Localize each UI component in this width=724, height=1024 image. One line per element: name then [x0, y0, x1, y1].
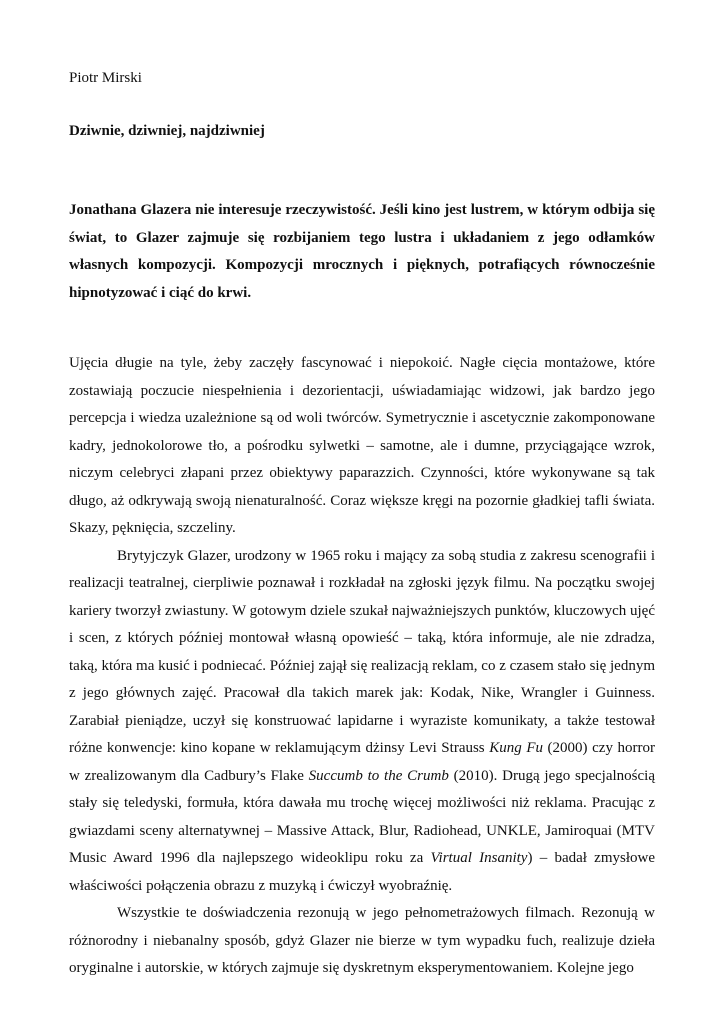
- italic-title: Virtual Insanity: [430, 850, 528, 866]
- article-body: [69, 350, 655, 983]
- body-text: Brytyjczyk Glazer, urodzony w 1965 roku i mający za sobą studia z zakresu scenografii i realizacji teatralnej, cierpliwie poznawał i rozkładał na zgłoski język filmu. Na początku swojej kariery tworzył zwiastuny. W gotowym dziele szukał najważniejszych punktów, kluczowych ujęć i scen, z których później montował własną opowieść – taką, która informuje, ale nie zdradza, taką, która ma kusić i podniecać. Później zajął się realizacją reklam, co z czasem stało się jednym z jego głównych zajęć. Pracował dla takich marek jak: Kodak, Nike, Wrangler i Guinness. Zarabiał pieniądze, uczył się konstruować lapidarne i wyraziste komunikaty, a także testował różne konwencje: kino kopane w reklamującym dżinsy Levi Strauss: [69, 547, 655, 756]
- italic-title: Kung Fu: [489, 740, 543, 756]
- body-paragraph-3: Wszystkie te doświadczenia rezonują w jego pełnometrażowych filmach. Rezonują w różnorodny i niebanalny sposób, gdyż Glazer nie bierze w tym wypadku fuch, realizuje dzieła oryginalne i autorskie, w których zajmuje się dyskretnym eksperymentowaniem. Kolejne jego: [69, 905, 655, 976]
- article-title: Dziwnie, dziwniej, najdziwniej: [69, 123, 265, 139]
- body-paragraph-1: Ujęcia długie na tyle, żeby zaczęły fascynować i niepokoić. Nagłe cięcia montażowe, które zostawiają poczucie niespełnienia i dezorientacji, uświadamiając widzowi, jak bardzo jego percepcja i wiedza uzależnione są od woli twórców. Symetrycznie i ascetycznie zakomponowane kadry, jednokolorowe tło, a pośrodku sylwetki – samotne, ale i dumne, przyciągające wzrok, niczym celebryci złapani przez obiektywy paparazzich. Czynności, które wykonywane są tak długo, aż odkrywają swoją nienaturalność. Coraz większe kręgi na pozornie gładkiej tafli świata. Skazy, pęknięcia, szczeliny.: [69, 355, 655, 536]
- author-name: Piotr Mirski: [69, 70, 142, 86]
- body-paragraph-2: [69, 543, 655, 901]
- lead-paragraph: Jonathana Glazera nie interesuje rzeczywistość. Jeśli kino jest lustrem, w którym odbija się świat, to Glazer zajmuje się rozbijaniem tego lustra i układaniem z jego odłamków własnych kompozycji. Kompozycji mrocznych i pięknych, potrafiących równocześnie hipnotyzować i ciąć do krwi.: [69, 202, 655, 301]
- body-text: (2010). Drugą jego specjalnością stały się teledyski, formuła, która dawała mu trochę więcej możliwości niż reklama. Pracując z gwiazdami sceny alternatywnej – Massive Attack, Blur, Radiohead, UNKLE, Jamiroquai (MTV Music Award 1996 dla najlepszego wideoklipu roku za: [69, 767, 655, 866]
- body-text: ) – badał zmysłowe właściwości połączenia obrazu z muzyką i ćwiczył wyobraźnię.: [69, 850, 655, 894]
- body-text: (2000) czy horror w zrealizowanym dla Cadbury’s Flake: [69, 740, 655, 784]
- italic-title: Succumb to the Crumb: [308, 767, 449, 784]
